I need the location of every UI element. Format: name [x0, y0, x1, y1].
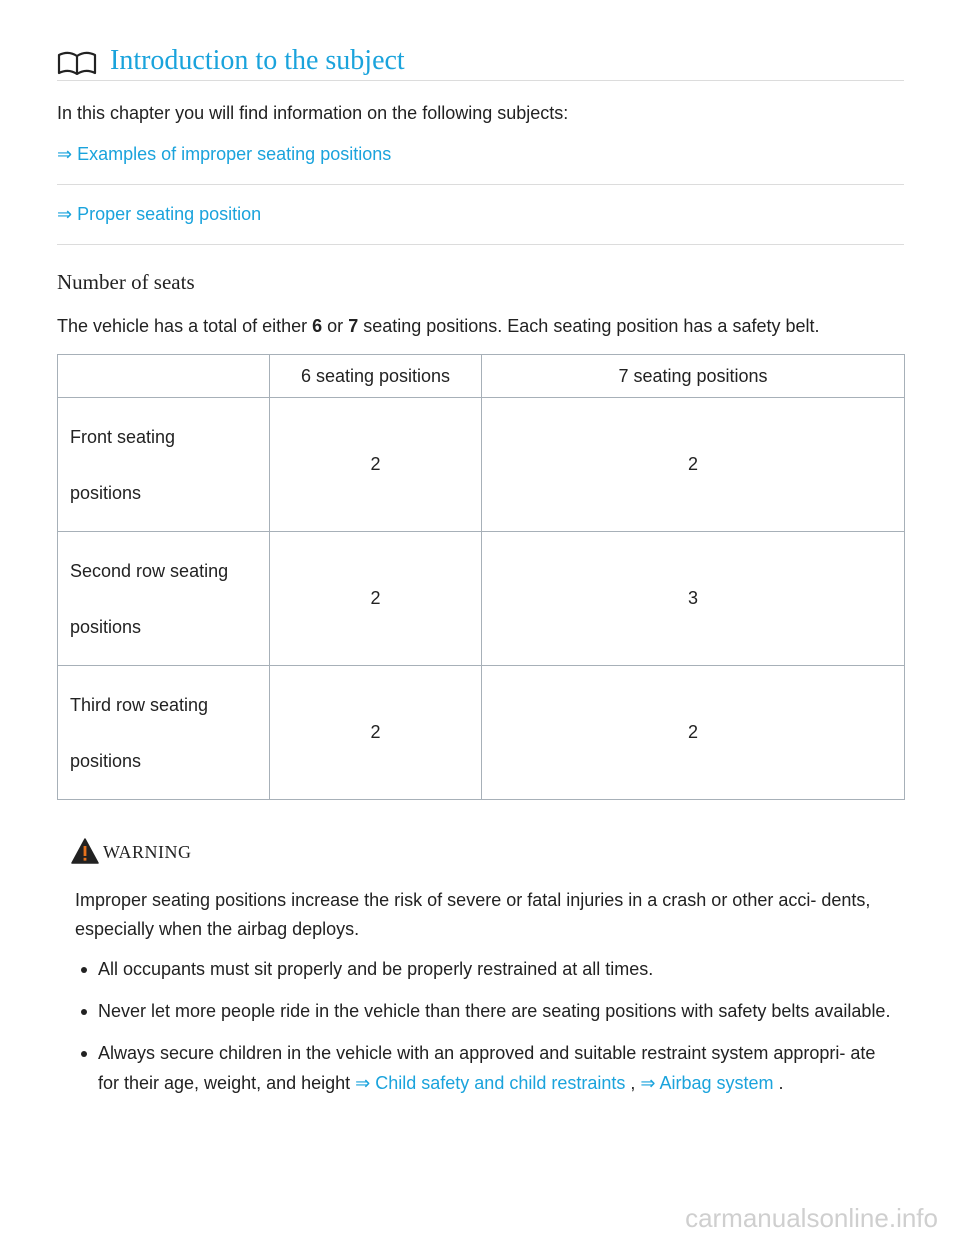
- link-proper-seating[interactable]: ⇒ Proper seating position: [57, 204, 262, 224]
- link-row-improper[interactable]: [57, 124, 904, 185]
- table-row: [58, 532, 905, 666]
- intro-text: In this chapter you will find information on the following subjects:: [57, 103, 569, 123]
- row-label-line1: Front seating: [70, 426, 176, 447]
- table-row: [58, 666, 905, 800]
- desc-suffix: seating positions. Each seating position has a safety belt.: [358, 316, 820, 336]
- row-label-line2: positions: [70, 616, 142, 637]
- cell-6: 2: [270, 398, 482, 532]
- link-airbag-system[interactable]: ⇒ Airbag system: [640, 1073, 774, 1093]
- row-label: [58, 532, 270, 666]
- warning-label: WARNING: [103, 842, 192, 862]
- table-row: [58, 398, 905, 532]
- row-label-line1: Second row seating: [70, 560, 229, 581]
- open-book-icon: [57, 51, 97, 75]
- row-label-line1: Third row seating: [70, 694, 209, 715]
- row-label: [58, 666, 270, 800]
- cell-7: 3: [482, 532, 905, 666]
- chapter-title: Introduction to the subject: [110, 45, 405, 76]
- table-header-empty: [58, 355, 270, 398]
- link-improper-seating[interactable]: ⇒ Examples of improper seating positions: [57, 144, 392, 164]
- seating-table: [57, 354, 905, 800]
- table-header-6: 6 seating positions: [270, 355, 482, 398]
- list-item: [75, 1038, 895, 1098]
- desc-num-7: 7: [348, 316, 359, 336]
- warning-bullets: [75, 954, 895, 1110]
- watermark: carmanualsonline.info: [685, 1203, 938, 1233]
- cell-6: 2: [270, 666, 482, 800]
- list-item: Never let more people ride in the vehicle than there are seating positions with safety belts available.: [75, 996, 895, 1026]
- desc-prefix: The vehicle has a total of either: [57, 316, 313, 336]
- row-label-line2: positions: [70, 750, 142, 771]
- section-description: [57, 316, 820, 337]
- cell-7: 2: [482, 666, 905, 800]
- desc-mid: or: [322, 316, 349, 336]
- bullet-separator: ,: [625, 1073, 641, 1093]
- bullet-text: Always secure children in the vehicle with an approved and suitable restraint system appropri- ate for their age, weight, and height: [98, 1043, 876, 1093]
- chapter-header: [57, 42, 904, 81]
- warning-text: Improper seating positions increase the risk of severe or fatal injuries in a crash or other acci- dents, especially when the airbag deploys.: [75, 890, 871, 939]
- section-title: Number of seats: [57, 270, 195, 294]
- row-label-line2: positions: [70, 482, 142, 503]
- cell-7: 2: [482, 398, 905, 532]
- list-item: All occupants must sit properly and be properly restrained at all times.: [75, 954, 895, 984]
- link-row-proper[interactable]: [57, 184, 904, 245]
- row-label: [58, 398, 270, 532]
- table-header-7: 7 seating positions: [482, 355, 905, 398]
- cell-6: 2: [270, 532, 482, 666]
- link-child-safety[interactable]: ⇒ Child safety and child restraints: [355, 1073, 626, 1093]
- table-header-row: [58, 355, 905, 398]
- warning-triangle-icon: [71, 838, 99, 864]
- bullet-end: .: [773, 1073, 784, 1093]
- desc-num-6: 6: [312, 316, 323, 336]
